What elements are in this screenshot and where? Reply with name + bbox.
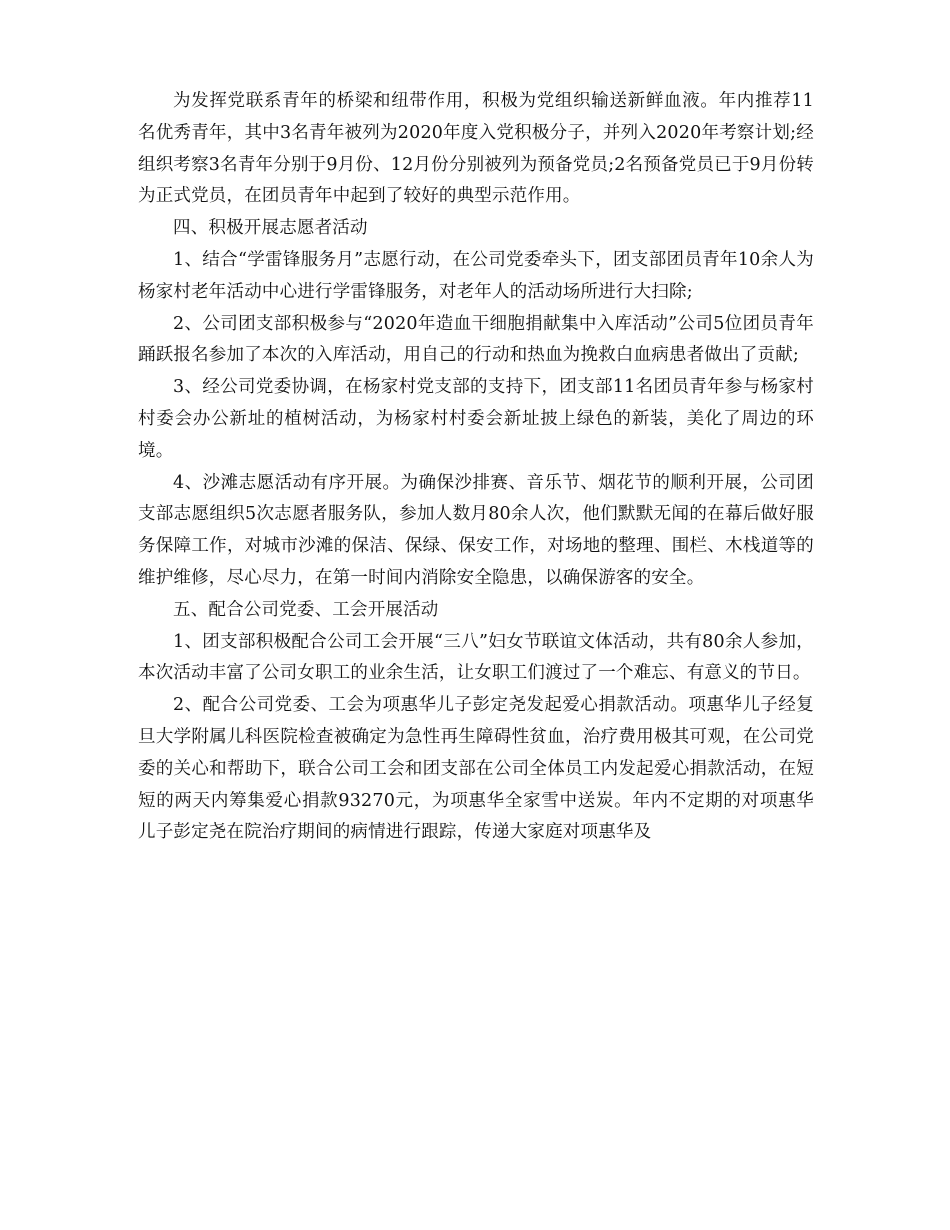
paragraph-volunteer-4: 4、沙滩志愿活动有序开展。为确保沙排赛、音乐节、烟花节的顺利开展，公司团支部志愿组织5次志愿者服务队，参加人数月80余人次，他们默默无闻的在幕后做好服务保障工作，对城市沙滩的保洁、保绿、保安工作，对场地的整理、围栏、木栈道等的维护维修，尽心尽力，在第一时间内消除安全隐患，以确保游客的安全。 (138, 472, 814, 588)
paragraph-cooperate-2: 2、配合公司党委、工会为项惠华儿子彭定尧发起爱心捐款活动。项惠华儿子经复旦大学附属儿科医院检查被确定为急性再生障碍性贫血，治疗费用极其可观，在公司党委的关心和帮助下，联合公司工会和团支部在公司全体员工内发起爱心捐款活动，在短短的两天内筹集爱心捐款93270元，为项惠华全家雪中送炭。年内不定期的对项惠华儿子彭定尧在院治疗期间的病情进行跟踪，传递大家庭对项惠华及 (138, 695, 814, 843)
paragraph-volunteer-1: 1、结合“学雷锋服务月”志愿行动，在公司党委牵头下，团支部团员青年10余人为杨家村老年活动中心进行学雷锋服务，对老年人的活动场所进行大扫除; (138, 249, 814, 302)
paragraph-volunteer-3: 3、经公司党委协调，在杨家村党支部的支持下，团支部11名团员青年参与杨家村村委会办公新址的植树活动，为杨家村村委会新址披上绿色的新装，美化了周边的环境。 (138, 377, 814, 461)
paragraph-recommend-youth: 为发挥党联系青年的桥梁和纽带作用，积极为党组织输送新鲜血液。年内推荐11名优秀青年，其中3名青年被列为2020年度入党积极分子，并列入2020年考察计划;经组织考察3名青年分别于9月份、12月份分别被列为预备党员;2名预备党员已于9月份转为正式党员，在团员青年中起到了较好的典型示范作用。 (138, 91, 814, 207)
section-heading-cooperate: 五、配合公司党委、工会开展活动 (173, 599, 439, 620)
paragraph-cooperate-1: 1、团支部积极配合公司工会开展“三八”妇女节联谊文体活动，共有80余人参加，本次活动丰富了公司女职工的业余生活，让女职工们渡过了一个难忘、有意义的节日。 (138, 631, 814, 684)
document-body (138, 86, 814, 849)
section-heading-volunteer: 四、积极开展志愿者活动 (173, 218, 368, 239)
paragraph-volunteer-2: 2、公司团支部积极参与“2020年造血干细胞捐献集中入库活动”公司5位团员青年踊跃报名参加了本次的入库活动，用自己的行动和热血为挽救白血病患者做出了贡献; (138, 313, 814, 366)
